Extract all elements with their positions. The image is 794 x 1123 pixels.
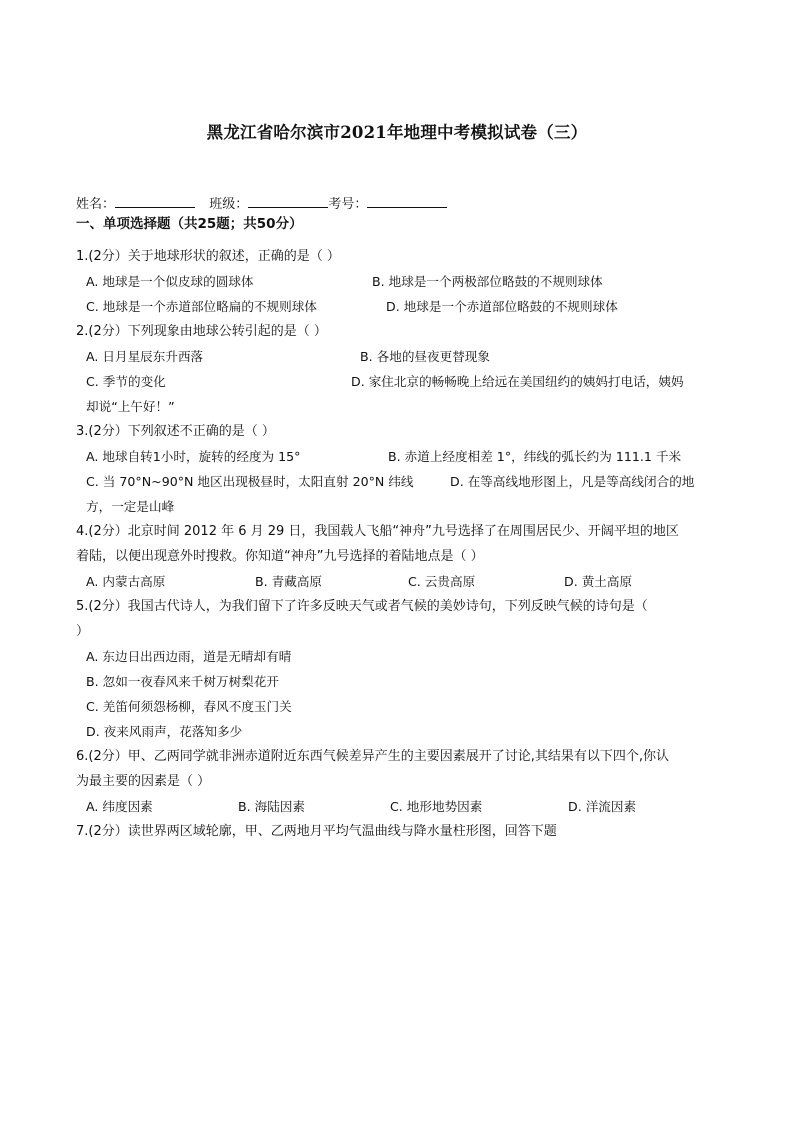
q4-option-b: B. 青藏高原: [255, 574, 323, 589]
name-label: 姓名：: [76, 197, 116, 212]
question-1-stem: 1.(2分）关于地球形状的叙述，正确的是（ ）: [76, 249, 340, 264]
q3-option-d: D. 在等高线地形图上，凡是等高线闭合的地: [450, 474, 695, 489]
q1-option-a: A. 地球是一个似皮球的圆球体: [86, 274, 254, 289]
question-4-stem-line-2: 着陆，以便出现意外时搜救。你知道“神舟”九号选择的着陆地点是（ ）: [76, 549, 484, 564]
q2-option-d: D. 家住北京的畅畅晚上给远在美国纽约的姨妈打电话，姨妈: [351, 374, 684, 389]
q3-option-b: B. 赤道上经度相差 1°，纬线的弧长约为 111.1 千米: [388, 449, 682, 464]
q6-option-d: D. 洋流因素: [568, 799, 637, 814]
question-4-stem-line-1: 4.(2分）北京时间 2012 年 6 月 29 日，我国载人飞船“神舟”九号选择了在周围居民少、开阔平坦的地区: [76, 524, 679, 539]
exam-no-label: 考号：: [328, 197, 368, 212]
q2-option-b: B. 各地的昼夜更替现象: [360, 349, 490, 364]
q1-option-d: D. 地球是一个赤道部位略鼓的不规则球体: [386, 299, 618, 314]
q6-option-c: C. 地形地势因素: [390, 799, 483, 814]
q4-option-a: A. 内蒙古高原: [86, 574, 166, 589]
name-blank[interactable]: [115, 193, 195, 208]
exam-no-blank[interactable]: [367, 193, 447, 208]
q2-option-d-continued: 却说“上午好！”: [86, 399, 175, 414]
q6-option-b: B. 海陆因素: [238, 799, 306, 814]
q2-option-a: A. 日月星辰东升西落: [86, 349, 204, 364]
q1-option-c: C. 地球是一个赤道部位略扁的不规则球体: [86, 299, 317, 314]
question-5-stem-line-2: ）: [76, 624, 90, 639]
question-7-stem: 7.(2分）读世界两区域轮廓，甲、乙两地月平均气温曲线与降水量柱形图，回答下题: [76, 824, 557, 839]
section-heading: 一、单项选择题（共25题；共50分）: [76, 216, 303, 232]
q3-option-d-continued: 方，一定是山峰: [86, 499, 175, 514]
q4-option-d: D. 黄土高原: [564, 574, 633, 589]
question-6-stem-line-2: 为最主要的因素是（ ）: [76, 774, 211, 789]
q2-option-c: C. 季节的变化: [86, 374, 166, 389]
q4-option-c: C. 云贵高原: [408, 574, 476, 589]
question-3-stem: 3.(2分）下列叙述不正确的是（ ）: [76, 424, 275, 439]
q5-option-c: C. 羌笛何须怨杨柳，春风不度玉门关: [86, 699, 292, 714]
q6-option-a: A. 纬度因素: [86, 799, 153, 814]
q5-option-a: A. 东边日出西边雨，道是无晴却有晴: [86, 649, 292, 664]
question-5-stem-line-1: 5.(2分）我国古代诗人，为我们留下了许多反映天气或者气候的美妙诗句，下列反映气候的诗句是（: [76, 599, 648, 614]
class-blank[interactable]: [248, 193, 328, 208]
class-label: 班级：: [209, 197, 249, 212]
exam-title: 黑龙江省哈尔滨市2021年地理中考模拟试卷（三）: [206, 123, 588, 142]
q1-option-b: B. 地球是一个两极部位略鼓的不规则球体: [372, 274, 603, 289]
q5-option-d: D. 夜来风雨声，花落知多少: [86, 724, 243, 739]
question-6-stem-line-1: 6.(2分）甲、乙两同学就非洲赤道附近东西气候差异产生的主要因素展开了讨论,其结果有以下四个,你认: [76, 749, 670, 764]
q3-option-a: A. 地球自转1小时，旋转的经度为 15°: [86, 449, 301, 464]
question-2-stem: 2.(2分）下列现象由地球公转引起的是（ ）: [76, 324, 327, 339]
q5-option-b: B. 忽如一夜春风来千树万树梨花开: [86, 674, 279, 689]
student-info-row: [76, 193, 447, 214]
q3-option-c: C. 当 70°N~90°N 地区出现极昼时，太阳直射 20°N 纬线: [86, 474, 414, 489]
